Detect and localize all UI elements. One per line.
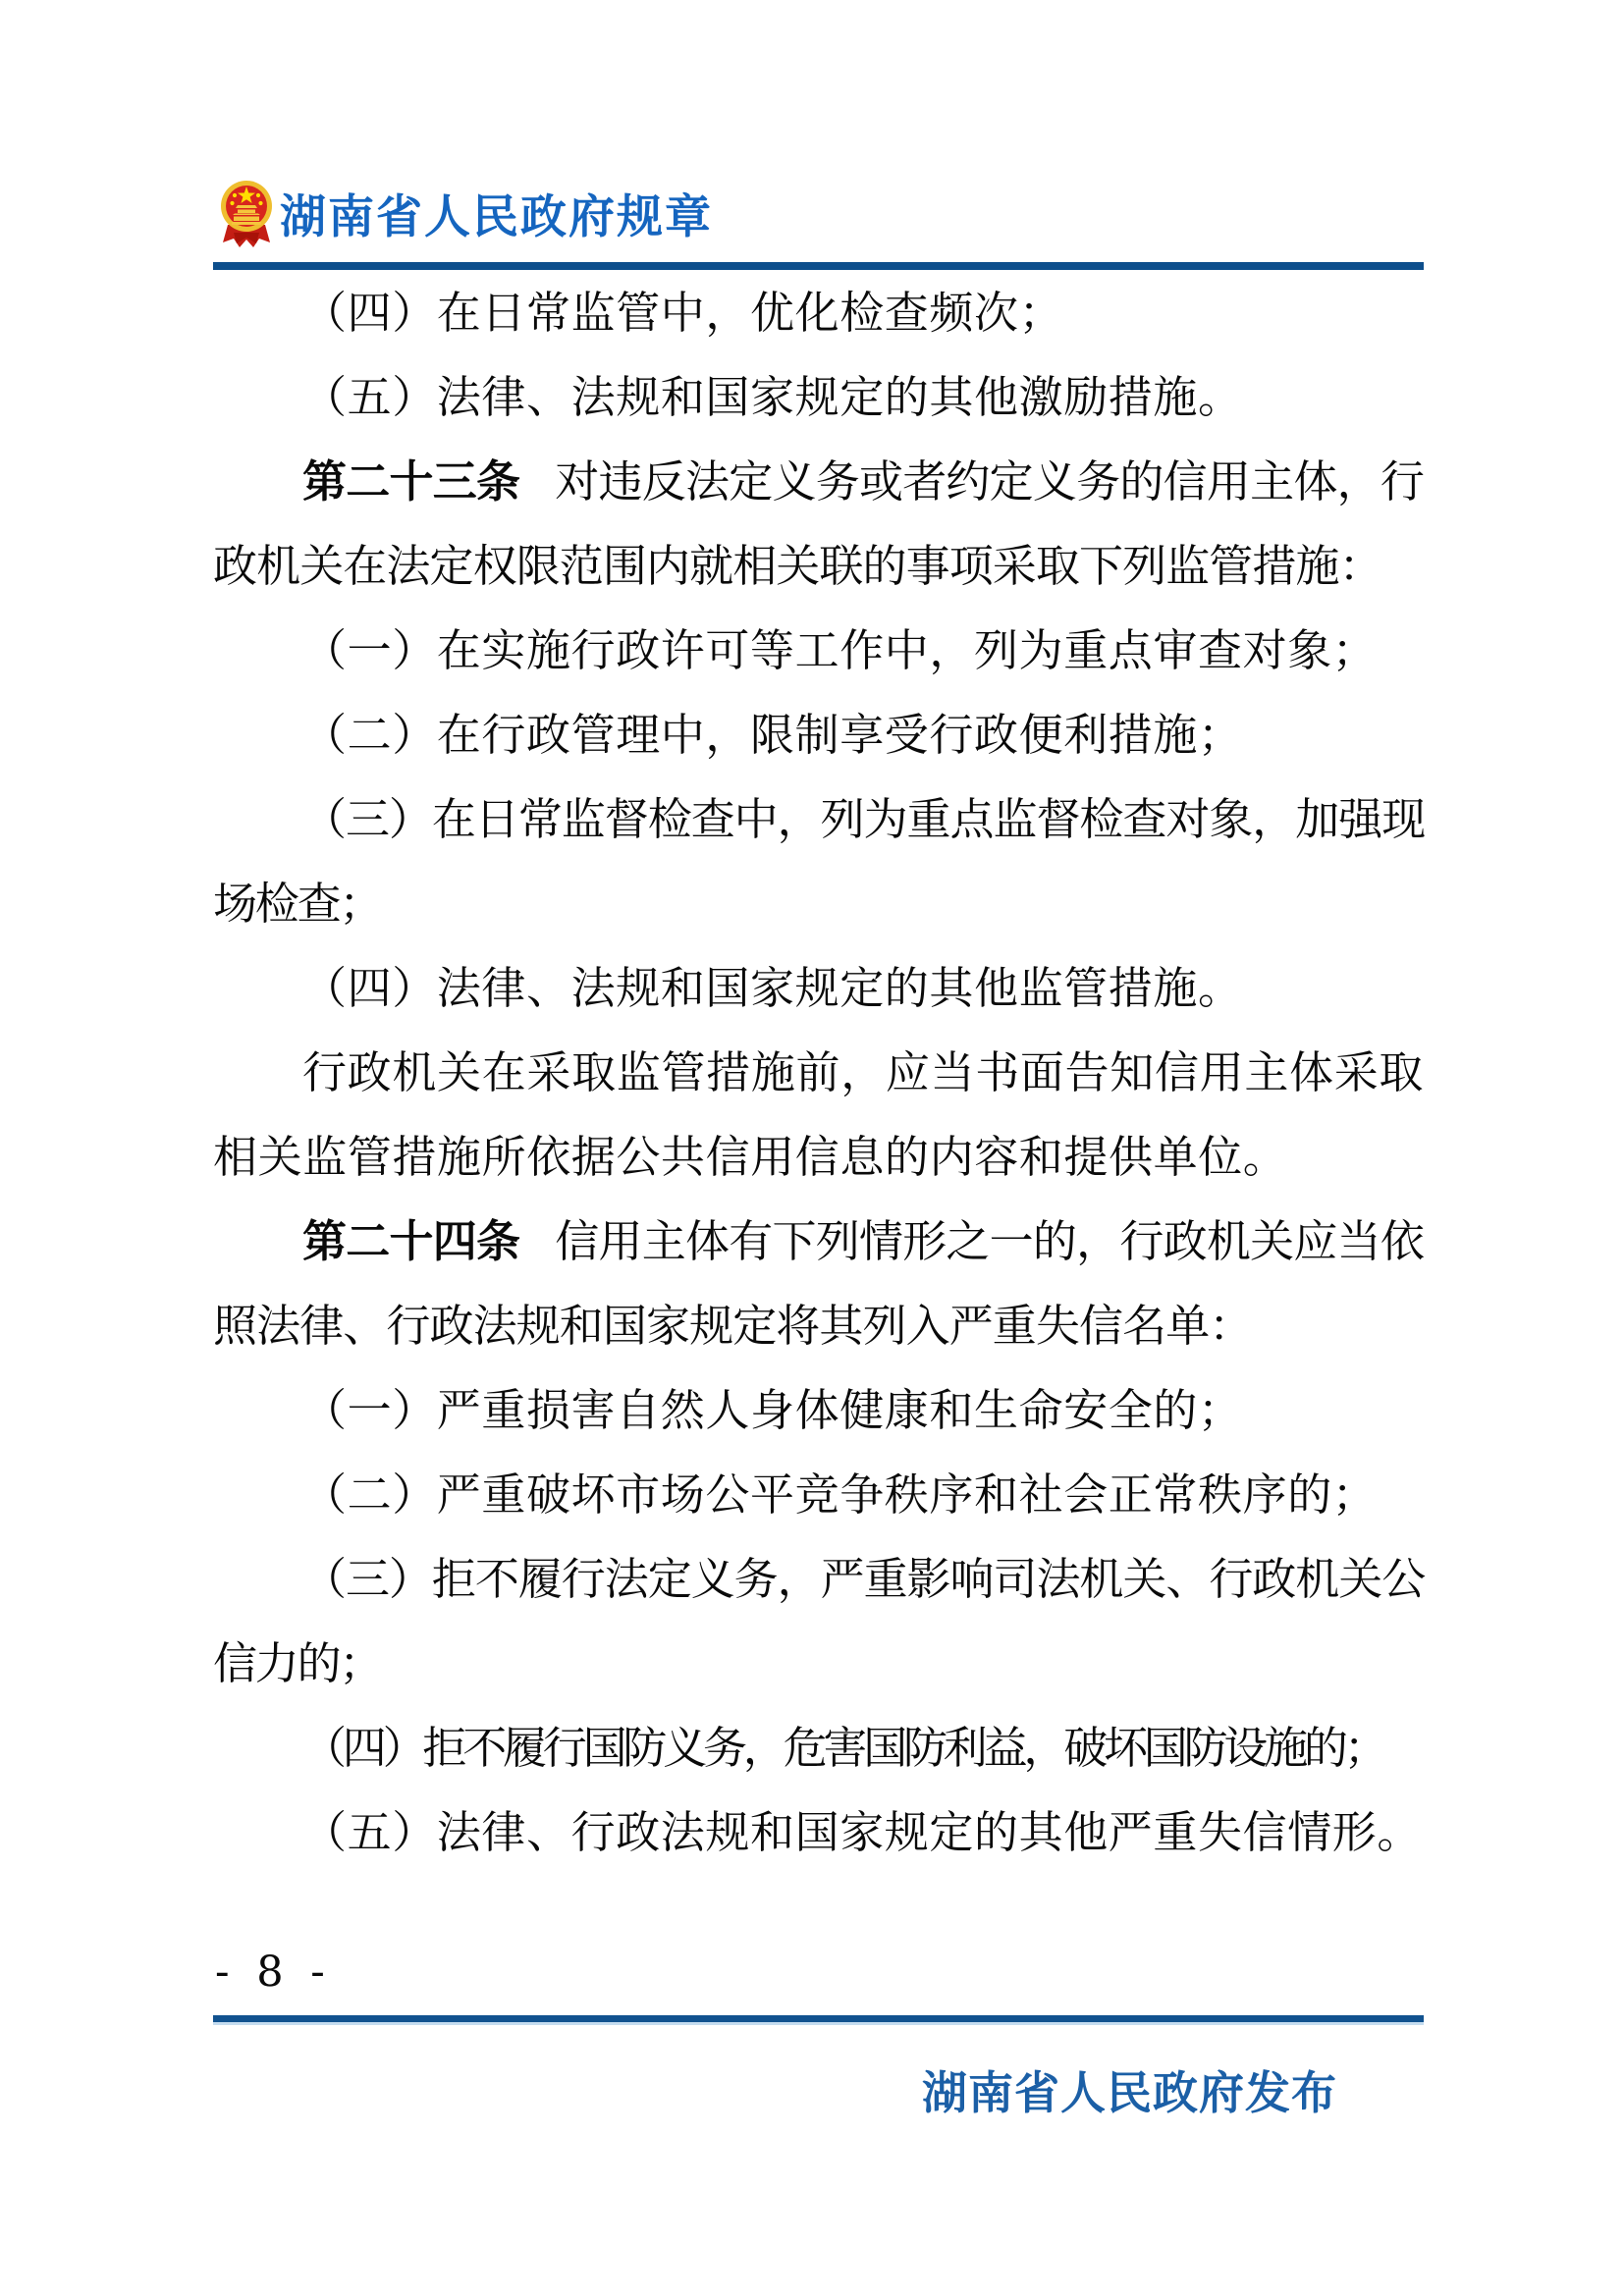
page-number: - 8 - (215, 1948, 332, 1997)
paragraph (213, 609, 1424, 693)
paragraph-text: （一）严重损害自然人身体健康和生命安全的； (302, 1384, 1243, 1436)
paragraph-text: 对违反法定义务或者约定义务的信用主体，行政机关在法定权限范围内就相关联的事项采取下列监管措施： (213, 455, 1424, 592)
paragraph-text: （四）在日常监管中，优化检查频次； (302, 287, 1064, 339)
paragraph-text: （一）在实施行政许可等工作中，列为重点审查对象； (302, 624, 1378, 676)
footer-rule (213, 2015, 1424, 2025)
paragraph (213, 1368, 1424, 1453)
article-number: 第二十四条 (302, 1215, 520, 1267)
paragraph (213, 1453, 1424, 1537)
paragraph (213, 1790, 1424, 1875)
paragraph-text: （四）法律、法规和国家规定的其他监管措施。 (302, 962, 1243, 1014)
paragraph-text: 信用主体有下列情形之一的，行政机关应当依照法律、行政法规和国家规定将其列入严重失信名单： (213, 1215, 1424, 1352)
paragraph (213, 1031, 1424, 1200)
paragraph-text: （五）法律、行政法规和国家规定的其他严重失信情形。 (302, 1806, 1423, 1858)
paragraph (213, 271, 1424, 355)
paragraph-article-24 (213, 1200, 1424, 1368)
paragraph (213, 777, 1424, 946)
paragraph (213, 946, 1424, 1031)
article-number: 第二十三条 (302, 455, 520, 507)
paragraph-text: （三）拒不履行法定义务，严重影响司法机关、行政机关公信力的； (213, 1553, 1424, 1689)
header-title: 湖南省人民政府规章 (280, 190, 713, 244)
header-rule (213, 262, 1424, 270)
paragraph (213, 1706, 1424, 1790)
paragraph-text: （五）法律、法规和国家规定的其他激励措施。 (302, 371, 1243, 423)
paragraph-article-23 (213, 440, 1424, 609)
paragraph (213, 355, 1424, 440)
document-body (213, 271, 1424, 1875)
paragraph-text: （二）在行政管理中，限制享受行政便利措施； (302, 709, 1243, 761)
paragraph (213, 1537, 1424, 1706)
national-emblem-icon (220, 178, 273, 250)
paragraph (213, 693, 1424, 777)
footer-publisher: 湖南省人民政府发布 (922, 2066, 1337, 2119)
paragraph-text: （二）严重破坏市场公平竞争秩序和社会正常秩序的； (302, 1468, 1378, 1521)
paragraph-text: 行政机关在采取监管措施前，应当书面告知信用主体采取相关监管措施所依据公共信用信息的内容和提供单位。 (213, 1046, 1424, 1183)
paragraph-text: （四）拒不履行国防义务，危害国防利益，破坏国防设施的； (302, 1722, 1384, 1774)
paragraph-text: （三）在日常监督检查中，列为重点监督检查对象，加强现场检查； (213, 793, 1424, 930)
